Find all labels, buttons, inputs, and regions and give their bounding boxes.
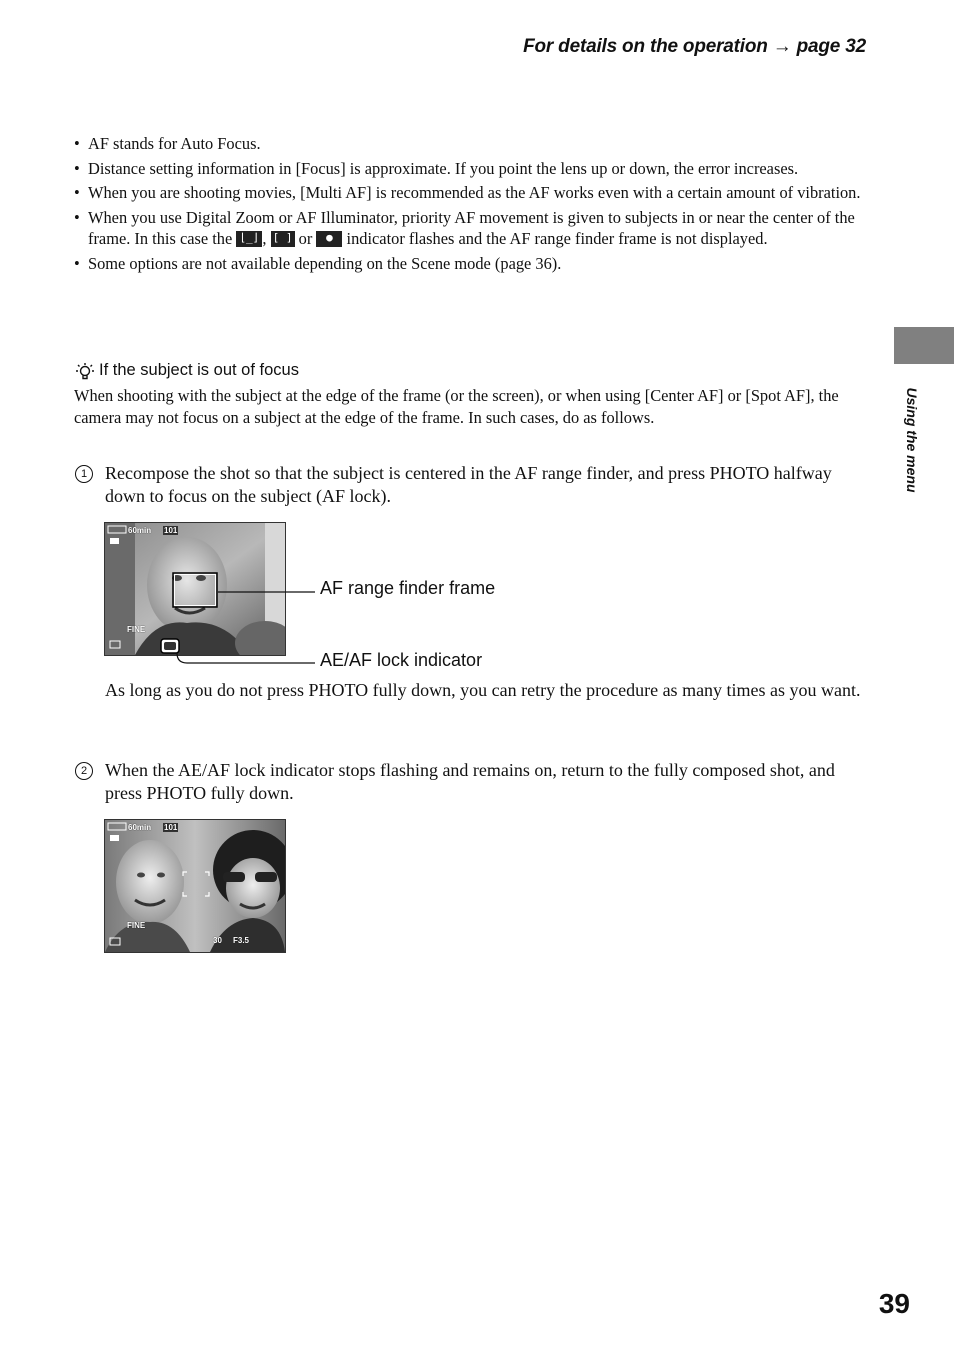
step-text: Recompose the shot so that the subject is centered in the AF range finder, and press PHOTO halfway down to focus on the subject (AF lock). — [105, 463, 832, 506]
tip-title: If the subject is out of focus — [99, 361, 299, 379]
af-multi-indicator-icon: ⌊_⌋ — [236, 231, 262, 247]
tip-bulb-icon — [75, 362, 95, 380]
tip-heading — [75, 361, 299, 380]
af-spot-indicator-icon: ● — [316, 231, 342, 247]
image-quality: FINE — [127, 625, 146, 634]
af-center-indicator-icon: [ ] — [271, 231, 295, 247]
note-text: indicator flashes and the AF range finder frame is not displayed. — [342, 229, 768, 248]
aperture-value: F3.5 — [233, 936, 250, 945]
step-1 — [74, 462, 866, 508]
battery-remaining: 60min — [128, 823, 152, 832]
note-item: • AF stands for Auto Focus. — [74, 133, 866, 155]
viewfinder-photo-2 — [104, 819, 286, 953]
step-number: 2 — [75, 762, 93, 780]
note-text: , — [262, 229, 271, 248]
notes-list — [74, 133, 866, 277]
note-item — [74, 207, 866, 250]
note-item: • When you are shooting movies, [Multi AF] is recommended as the AF works even with a certain amount of vibration. — [74, 182, 866, 204]
battery-remaining: 60min — [128, 526, 152, 535]
folder-number: 101 — [164, 526, 178, 535]
note-item: • Some options are not available depending on the Scene mode (page 36). — [74, 253, 866, 275]
note-text: or — [294, 229, 317, 248]
shutter-speed: 30 — [213, 936, 222, 945]
section-tab-marker — [894, 327, 954, 364]
callout-ae-af-lock: AE/AF lock indicator — [320, 650, 483, 670]
folder-number: 101 — [164, 823, 178, 832]
note-text: When you use Digital Zoom or AF Illuminator, priority AF movement is given to subjects in or near the center of the frame. In this case the — [88, 207, 855, 248]
step-text: When the AE/AF lock indicator stops flashing and remains on, return to the fully composed shot, and press PHOTO fully down. — [105, 760, 835, 803]
note-item: • Distance setting information in [Focus] is approximate. If you point the lens up or down, the error increases. — [74, 158, 866, 180]
callout-af-frame: AF range finder frame — [320, 578, 496, 598]
page-number: 39 — [878, 1288, 910, 1319]
photo-2-image — [105, 820, 285, 952]
page-header: For details on the operation → page 32 — [523, 36, 866, 57]
step-1-followup: As long as you do not press PHOTO fully down, you can retry the procedure as many times as you want. — [105, 680, 861, 700]
step-number: 1 — [75, 465, 93, 483]
callout-lines-1 — [175, 585, 325, 670]
step-2 — [74, 759, 866, 805]
image-quality: FINE — [127, 921, 146, 930]
tip-body: When shooting with the subject at the edge of the frame (or the screen), or when using [Center AF] or [Spot AF], the camera may not focus on a subject at the edge of the frame. In such cases, do as follows. — [74, 386, 839, 427]
side-section-label: Using the menu — [904, 387, 920, 493]
